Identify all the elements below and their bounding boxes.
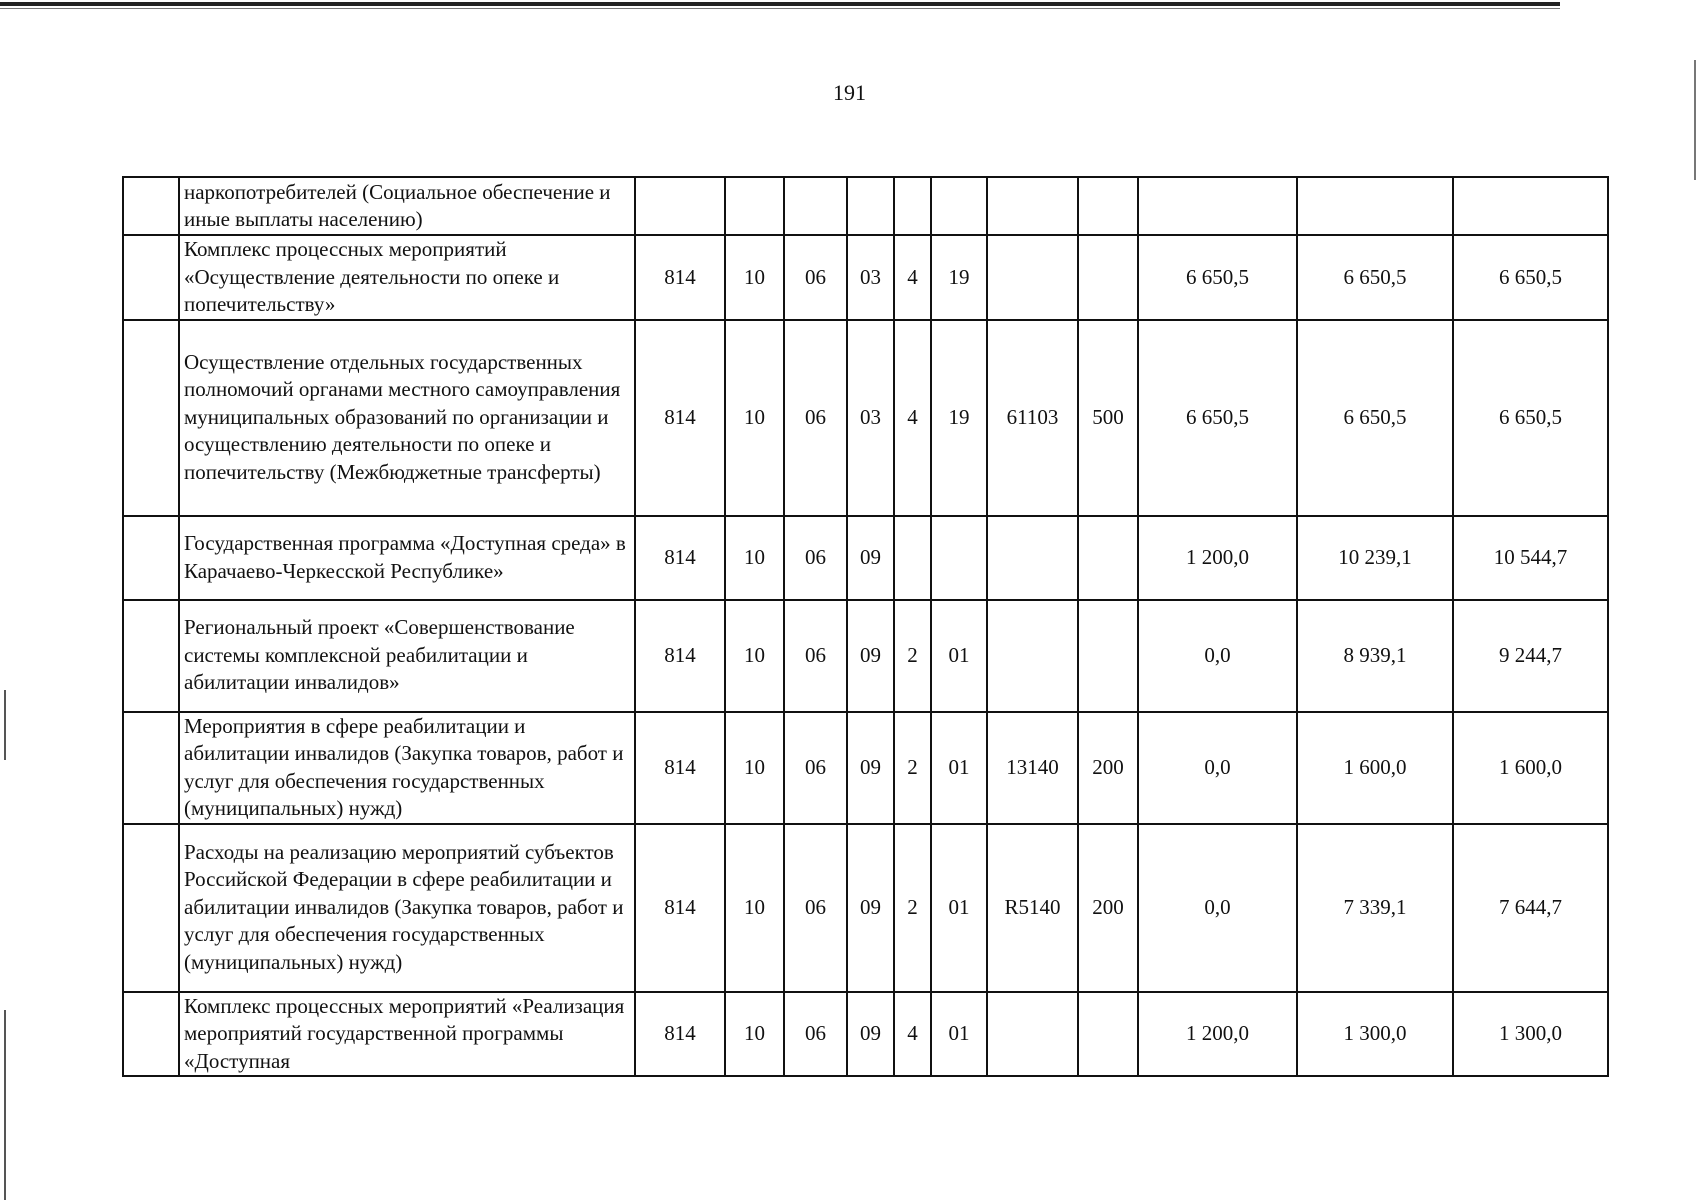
item-name-cell: Расходы на реализацию мероприятий субъектов Российской Федерации в сфере реабилитации и абилитации инвалидов (Закупка товаров, работ и услуг для обеспечения государственных (муниципальных) нужд) xyxy=(179,824,635,992)
amount-year1-cell: 0,0 xyxy=(1138,600,1297,712)
expense-type-code-cell xyxy=(1078,992,1138,1077)
amount-year2-cell xyxy=(1297,177,1453,235)
row-number-cell xyxy=(123,177,179,235)
subprogram-code-cell xyxy=(931,177,987,235)
direction-code-cell: 61103 xyxy=(987,320,1078,516)
program-code-cell xyxy=(847,177,894,235)
row-number-cell xyxy=(123,824,179,992)
item-name-cell: Региональный проект «Совершенствование системы комплексной реабилитации и абилитации инвалидов» xyxy=(179,600,635,712)
subsection-code-cell xyxy=(784,177,847,235)
amount-year3-cell: 1 600,0 xyxy=(1453,712,1608,824)
section-code-cell: 10 xyxy=(725,712,784,824)
direction-code-cell xyxy=(987,992,1078,1077)
amount-year2-cell: 8 939,1 xyxy=(1297,600,1453,712)
amount-year2-cell: 1 300,0 xyxy=(1297,992,1453,1077)
amount-year1-cell: 6 650,5 xyxy=(1138,235,1297,320)
admin-code-cell: 814 xyxy=(635,516,725,600)
section-code-cell: 10 xyxy=(725,320,784,516)
item-name-cell: Комплекс процессных мероприятий «Осуществление деятельности по опеке и попечительству» xyxy=(179,235,635,320)
direction-code-cell: R5140 xyxy=(987,824,1078,992)
expense-type-code-cell xyxy=(1078,516,1138,600)
row-number-cell xyxy=(123,516,179,600)
direction-code-cell: 13140 xyxy=(987,712,1078,824)
subsection-code-cell: 06 xyxy=(784,600,847,712)
subsection-code-cell: 06 xyxy=(784,516,847,600)
item-name-cell: Мероприятия в сфере реабилитации и абилитации инвалидов (Закупка товаров, работ и услуг для обеспечения государственных (муниципальных) нужд) xyxy=(179,712,635,824)
row-number-cell xyxy=(123,992,179,1077)
section-code-cell: 10 xyxy=(725,824,784,992)
expense-type-code-cell xyxy=(1078,600,1138,712)
admin-code-cell: 814 xyxy=(635,600,725,712)
subsection-code-cell: 06 xyxy=(784,235,847,320)
amount-year1-cell: 0,0 xyxy=(1138,824,1297,992)
type-code-cell: 2 xyxy=(894,600,931,712)
amount-year2-cell: 7 339,1 xyxy=(1297,824,1453,992)
subprogram-code-cell: 01 xyxy=(931,992,987,1077)
scan-edge-mark xyxy=(4,690,6,760)
type-code-cell: 2 xyxy=(894,712,931,824)
program-code-cell: 09 xyxy=(847,824,894,992)
table-row xyxy=(123,712,1608,824)
scan-edge-mark xyxy=(4,1010,6,1200)
subprogram-code-cell: 01 xyxy=(931,600,987,712)
section-code-cell: 10 xyxy=(725,235,784,320)
program-code-cell: 09 xyxy=(847,600,894,712)
top-border-rule xyxy=(0,2,1560,6)
type-code-cell xyxy=(894,177,931,235)
program-code-cell: 09 xyxy=(847,712,894,824)
amount-year1-cell: 1 200,0 xyxy=(1138,992,1297,1077)
row-number-cell xyxy=(123,712,179,824)
item-name-cell: наркопотребителей (Социальное обеспечение и иные выплаты населению) xyxy=(179,177,635,235)
expense-type-code-cell xyxy=(1078,177,1138,235)
subprogram-code-cell: 19 xyxy=(931,320,987,516)
amount-year3-cell: 9 244,7 xyxy=(1453,600,1608,712)
section-code-cell: 10 xyxy=(725,516,784,600)
table-row xyxy=(123,320,1608,516)
table-row xyxy=(123,516,1608,600)
amount-year2-cell: 6 650,5 xyxy=(1297,320,1453,516)
admin-code-cell: 814 xyxy=(635,824,725,992)
amount-year3-cell: 10 544,7 xyxy=(1453,516,1608,600)
item-name-cell: Государственная программа «Доступная среда» в Карачаево-Черкесской Республике» xyxy=(179,516,635,600)
amount-year1-cell: 6 650,5 xyxy=(1138,320,1297,516)
amount-year3-cell: 1 300,0 xyxy=(1453,992,1608,1077)
type-code-cell: 4 xyxy=(894,320,931,516)
type-code-cell: 2 xyxy=(894,824,931,992)
direction-code-cell xyxy=(987,235,1078,320)
type-code-cell: 4 xyxy=(894,235,931,320)
budget-table xyxy=(122,176,1609,1077)
direction-code-cell xyxy=(987,600,1078,712)
direction-code-cell xyxy=(987,516,1078,600)
row-number-cell xyxy=(123,320,179,516)
type-code-cell: 4 xyxy=(894,992,931,1077)
subprogram-code-cell: 01 xyxy=(931,712,987,824)
item-name-cell: Осуществление отдельных государственных полномочий органами местного самоуправления муниципальных образований по организации и осуществлению деятельности по опеке и попечительству (Межбюджетные трансферты) xyxy=(179,320,635,516)
top-border-rule-thin xyxy=(0,8,1560,9)
table-row xyxy=(123,824,1608,992)
amount-year1-cell: 0,0 xyxy=(1138,712,1297,824)
admin-code-cell: 814 xyxy=(635,320,725,516)
admin-code-cell: 814 xyxy=(635,235,725,320)
program-code-cell: 03 xyxy=(847,320,894,516)
row-number-cell xyxy=(123,235,179,320)
table-row xyxy=(123,235,1608,320)
subsection-code-cell: 06 xyxy=(784,320,847,516)
table-row xyxy=(123,992,1608,1077)
admin-code-cell xyxy=(635,177,725,235)
admin-code-cell: 814 xyxy=(635,712,725,824)
program-code-cell: 09 xyxy=(847,516,894,600)
subprogram-code-cell xyxy=(931,516,987,600)
subprogram-code-cell: 01 xyxy=(931,824,987,992)
page-number: 191 xyxy=(833,80,866,105)
table-row xyxy=(123,600,1608,712)
expense-type-code-cell: 200 xyxy=(1078,712,1138,824)
amount-year3-cell xyxy=(1453,177,1608,235)
type-code-cell xyxy=(894,516,931,600)
subprogram-code-cell: 19 xyxy=(931,235,987,320)
amount-year3-cell: 6 650,5 xyxy=(1453,320,1608,516)
amount-year1-cell xyxy=(1138,177,1297,235)
admin-code-cell: 814 xyxy=(635,992,725,1077)
expense-type-code-cell xyxy=(1078,235,1138,320)
expense-type-code-cell: 200 xyxy=(1078,824,1138,992)
program-code-cell: 03 xyxy=(847,235,894,320)
amount-year3-cell: 6 650,5 xyxy=(1453,235,1608,320)
amount-year2-cell: 1 600,0 xyxy=(1297,712,1453,824)
scan-edge-mark xyxy=(1694,60,1696,180)
amount-year2-cell: 10 239,1 xyxy=(1297,516,1453,600)
section-code-cell: 10 xyxy=(725,992,784,1077)
amount-year3-cell: 7 644,7 xyxy=(1453,824,1608,992)
direction-code-cell xyxy=(987,177,1078,235)
expense-type-code-cell: 500 xyxy=(1078,320,1138,516)
table-row xyxy=(123,177,1608,235)
subsection-code-cell: 06 xyxy=(784,712,847,824)
row-number-cell xyxy=(123,600,179,712)
section-code-cell: 10 xyxy=(725,600,784,712)
program-code-cell: 09 xyxy=(847,992,894,1077)
subsection-code-cell: 06 xyxy=(784,992,847,1077)
amount-year2-cell: 6 650,5 xyxy=(1297,235,1453,320)
item-name-cell: Комплекс процессных мероприятий «Реализация мероприятий государственной программы «Доступная xyxy=(179,992,635,1077)
subsection-code-cell: 06 xyxy=(784,824,847,992)
amount-year1-cell: 1 200,0 xyxy=(1138,516,1297,600)
section-code-cell xyxy=(725,177,784,235)
